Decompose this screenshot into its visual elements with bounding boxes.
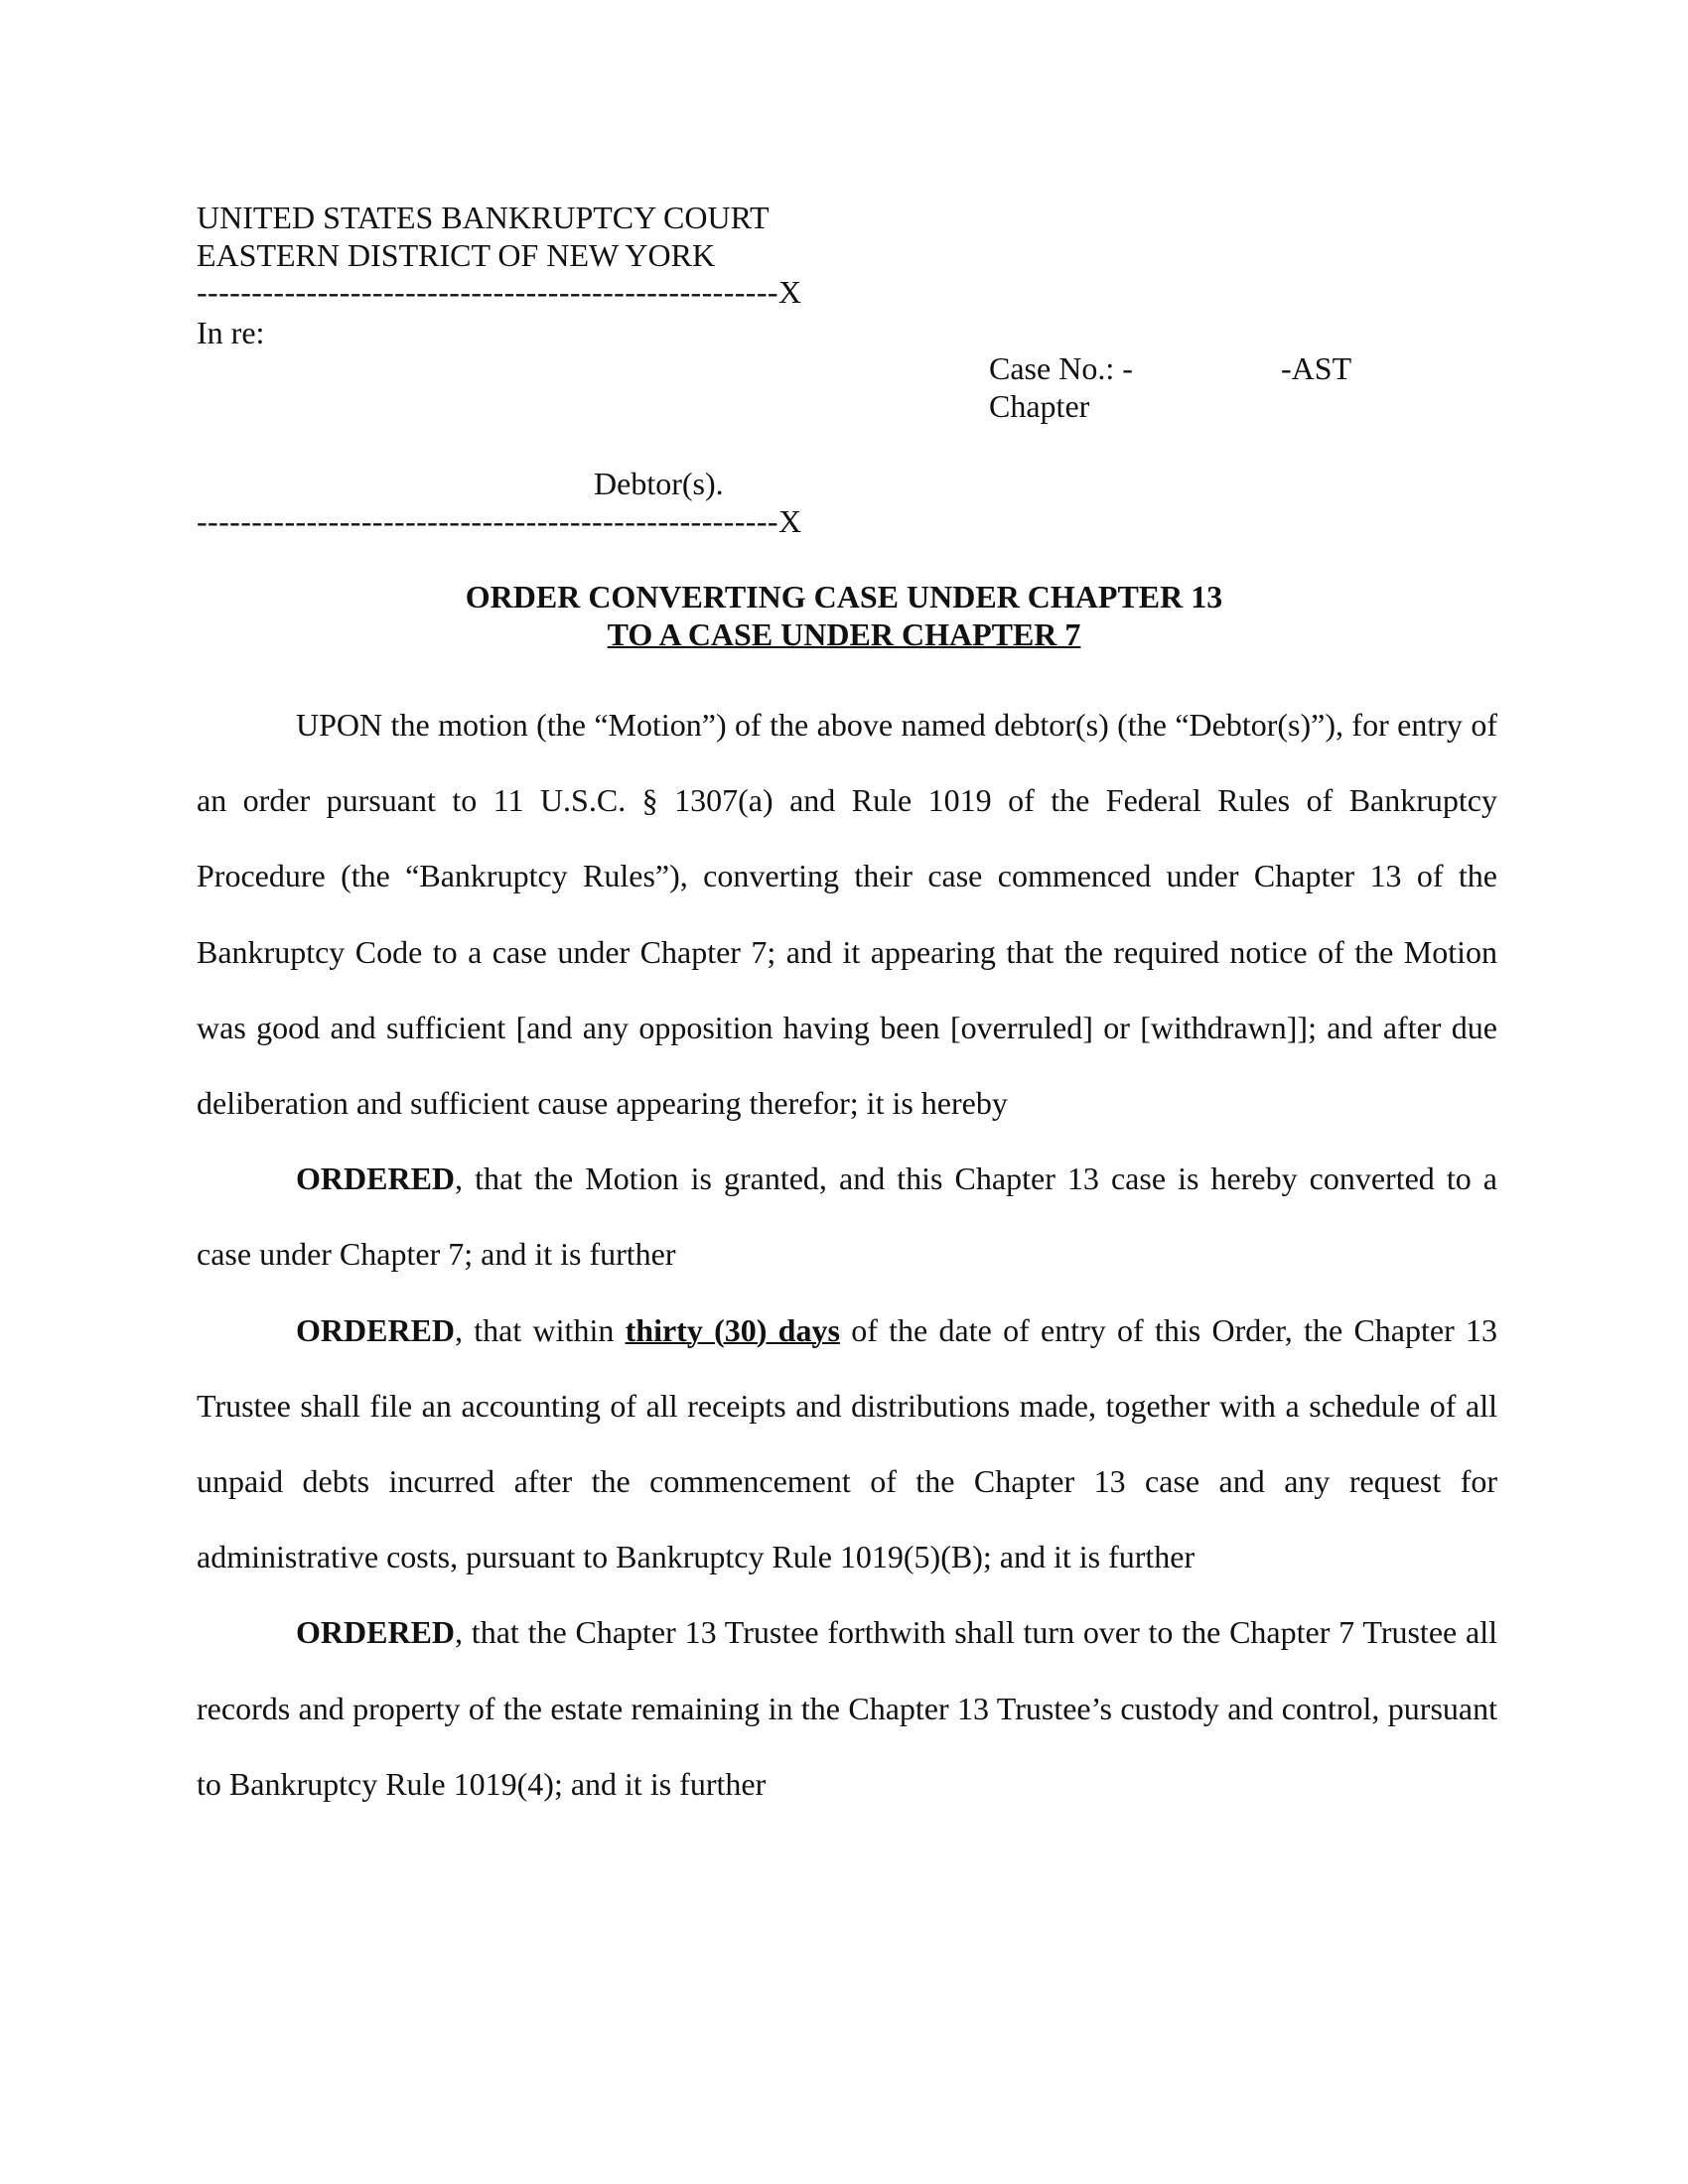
case-number-suffix: -AST (1281, 350, 1352, 386)
ordered-paragraph-1-text: , that the Motion is granted, and this Chapter 13 case is hereby converted to a case under Chapter 7; and it is further (197, 1160, 1497, 1273)
ordered-paragraph-2 (197, 1293, 1497, 1595)
order-title-line2 (0, 615, 1688, 653)
caption-separator-top: -----------------------------------------------------X (197, 274, 802, 310)
case-number-label: Case No.: - (989, 350, 1133, 386)
debtor-label: Debtor(s). (594, 466, 724, 501)
deadline-emphasis: thirty (30) days (625, 1311, 840, 1348)
court-name-line1: UNITED STATES BANKRUPTCY COURT (197, 200, 770, 235)
order-body (197, 687, 1497, 1822)
caption-separator-bottom: -----------------------------------------------------X (197, 503, 802, 539)
ordered-paragraph-1 (197, 1141, 1497, 1292)
ordered-paragraph-2-text-pre: , that within (455, 1311, 626, 1348)
court-name-line2: EASTERN DISTRICT OF NEW YORK (197, 237, 716, 273)
chapter-label: Chapter (989, 388, 1090, 424)
order-title-line2-text: TO A CASE UNDER CHAPTER 7 (607, 616, 1081, 652)
in-re-label: In re: (197, 315, 265, 350)
ordered-label: ORDERED (296, 1311, 456, 1348)
order-title-line1: ORDER CONVERTING CASE UNDER CHAPTER 13 (465, 579, 1223, 614)
recital-paragraph: UPON the motion (the “Motion”) of the above named debtor(s) (the “Debtor(s)”), for entry of an order pursuant to 11 U.S.C. § 1307(a) and Rule 1019 of the Federal Rules of Bankruptcy Procedure (the “Bankruptcy Rules”), converting their case commenced under Chapter 13 of the Bankruptcy Code to a case under Chapter 7; and it appearing that the required notice of the Motion was good and sufficient [and any opposition having been [overruled] or [withdrawn]]; and after due deliberation and sufficient cause appearing therefor; it is hereby (197, 707, 1497, 1122)
ordered-paragraph-3-text: , that the Chapter 13 Trustee forthwith shall turn over to the Chapter 7 Trustee all records and property of the estate remaining in the Chapter 13 Trustee’s custody and control, pursuant to Bankruptcy Rule 1019(4); and it is further (197, 1614, 1497, 1802)
ordered-label: ORDERED (296, 1614, 456, 1651)
ordered-paragraph-2-text: of the date of entry of this Order, the Chapter 13 Trustee shall file an accounting of all receipts and distributions made, together with a schedule of all unpaid debts incurred after the commencement of the Chapter 13 case and any request for administrative costs, pursuant to Bankruptcy Rule 1019(5)(B); and it is further (197, 1311, 1498, 1575)
ordered-label: ORDERED (296, 1160, 456, 1197)
ordered-paragraph-3 (197, 1594, 1497, 1822)
